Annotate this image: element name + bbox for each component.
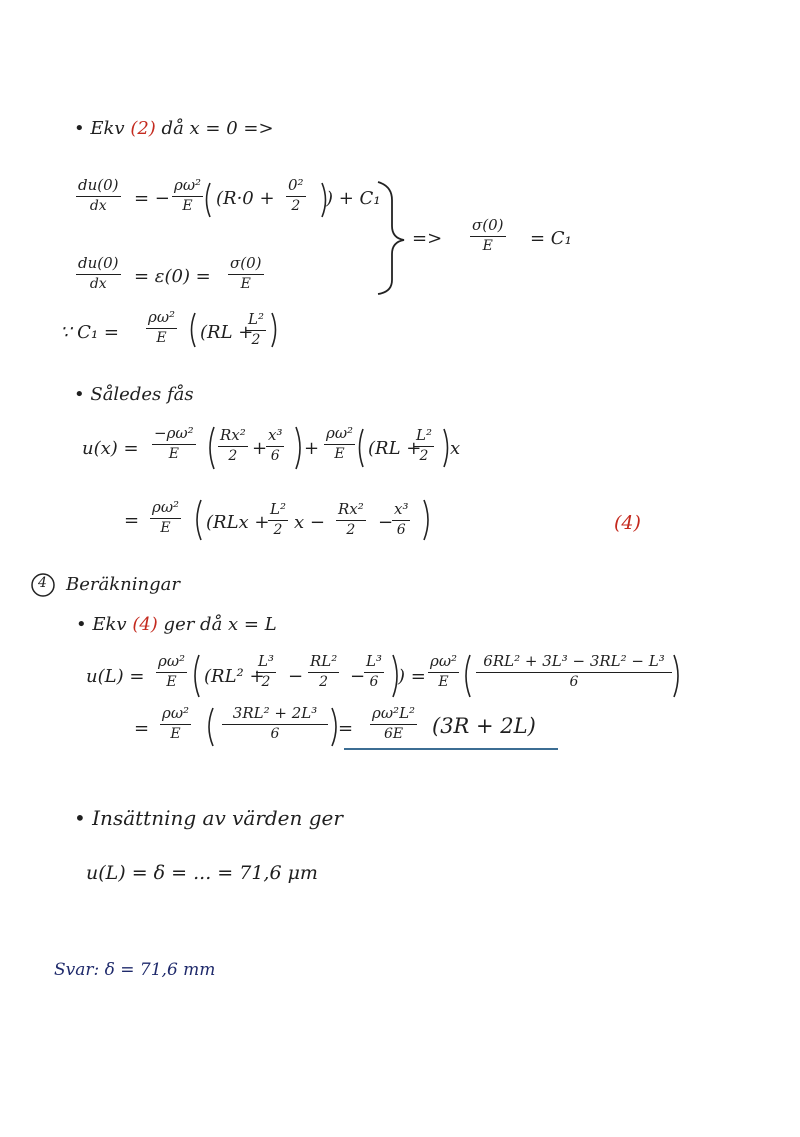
bullet-dot: • xyxy=(76,614,87,635)
ux2-frac-x3: x³ 6 xyxy=(394,500,409,538)
ux2-frac-L2: L² 2 xyxy=(270,500,286,538)
eq1-frac-zero: 0² 2 xyxy=(288,176,304,214)
bullet-ekv2 xyxy=(74,118,274,139)
ul-paren: (RL² + xyxy=(204,666,265,687)
ux-frac-rho-omega: ρω² E xyxy=(326,424,354,462)
ux2-frac-Rx2: Rx² 2 xyxy=(338,500,364,538)
ux-frac-x3: x³ 6 xyxy=(268,426,283,464)
bullet-tail: då x = 0 => xyxy=(161,118,274,139)
c1-frac-L2: L² 2 xyxy=(248,310,264,348)
ul2-tail: (3R + 2L) xyxy=(432,714,536,738)
ul-big-fraction: 6RL² + 3L³ − 3RL² − L³ 6 xyxy=(476,652,672,690)
eq1-tail: ) + C₁ xyxy=(326,188,381,209)
eq1-minus: = − xyxy=(134,188,170,209)
eq2-mid: = ε(0) = xyxy=(134,266,211,287)
equation-ref: (4) xyxy=(132,614,158,635)
result-frac-sigma: σ(0) E xyxy=(472,216,504,254)
bullet-saledes xyxy=(74,384,194,405)
bullet-text: Således fås xyxy=(90,384,194,405)
ul2-frac-rho-omega-L2: ρω²L² 6E xyxy=(372,704,416,742)
ul2-frac-rho-omega: ρω² E xyxy=(162,704,190,742)
ul2-eq2: = xyxy=(338,718,354,739)
result-c1: = C₁ xyxy=(530,228,572,249)
ux2-paren: (RLx + xyxy=(206,512,270,533)
ux-lhs: u(x) = xyxy=(82,438,139,459)
ux2-x-minus: x − xyxy=(294,512,325,533)
eq1-frac-rho-omega: ρω² E xyxy=(174,176,202,214)
equation-number-4: (4) xyxy=(614,512,641,534)
ux2-frac-rho-omega: ρω² E xyxy=(152,498,180,536)
ux-frac-L2: L² 2 xyxy=(416,426,432,464)
section-heading: Beräkningar xyxy=(66,574,180,595)
bullet-dot: • xyxy=(74,118,85,139)
bullet-text: Ekv xyxy=(90,118,125,139)
eq1-paren-content: (R·0 + xyxy=(216,188,275,209)
c1-frac-rho-omega: ρω² E xyxy=(148,308,176,346)
ul-frac-rho-omega: ρω² E xyxy=(158,652,186,690)
ul-frac-RL2-2: RL² 2 xyxy=(310,652,338,690)
ux2-eq: = xyxy=(124,510,140,531)
ul-close-eq: ) = xyxy=(398,666,426,687)
ux-plus: + xyxy=(252,438,268,459)
bullet-tail: ger då x = L xyxy=(163,614,277,635)
bullet-dot: • xyxy=(74,384,85,405)
ul2-frac-3RL2: 3RL² + 2L³ 6 xyxy=(222,704,328,742)
ul-frac-L3-2: L³ 2 xyxy=(258,652,274,690)
bullet-text: Insättning av värden ger xyxy=(92,806,343,830)
ul-minus1: − xyxy=(288,666,304,687)
bullet-text: Ekv xyxy=(92,614,127,635)
result-underline xyxy=(344,748,558,750)
bullet-ekv4 xyxy=(76,614,277,635)
ux-frac-Rx2: Rx² 2 xyxy=(220,426,246,464)
bullet-dot: • xyxy=(74,806,86,830)
ux-paren2: (RL + xyxy=(368,438,422,459)
c1-therefore: ∵ C₁ = xyxy=(60,322,119,343)
c1-paren-content: (RL + xyxy=(200,322,254,343)
eq1-lhs-fraction: du(0) dx xyxy=(78,176,119,214)
ux-frac-neg-rho-omega: −ρω² E xyxy=(154,424,194,462)
ul-frac-rho-omega-2: ρω² E xyxy=(430,652,458,690)
ul-frac-L3-6: L³ 6 xyxy=(366,652,382,690)
value-line: u(L) = δ = ... = 71,6 μm xyxy=(86,862,318,884)
bullet-insattning xyxy=(74,806,343,830)
ux2-minus: − xyxy=(378,512,394,533)
ux-plus2: + xyxy=(304,438,320,459)
ul2-eq: = xyxy=(134,718,150,739)
answer-line: Svar: δ = 71,6 mm xyxy=(54,960,216,980)
ul-minus2: − xyxy=(350,666,366,687)
eq2-lhs-fraction: du(0) dx xyxy=(78,254,119,292)
equation-ref: (2) xyxy=(130,118,156,139)
implies-arrow: => xyxy=(412,228,443,249)
ul-lhs: u(L) = xyxy=(86,666,145,687)
ux-x: x xyxy=(450,438,461,459)
eq2-frac-sigma: σ(0) E xyxy=(230,254,262,292)
section-number-circle: 4 xyxy=(38,575,47,591)
